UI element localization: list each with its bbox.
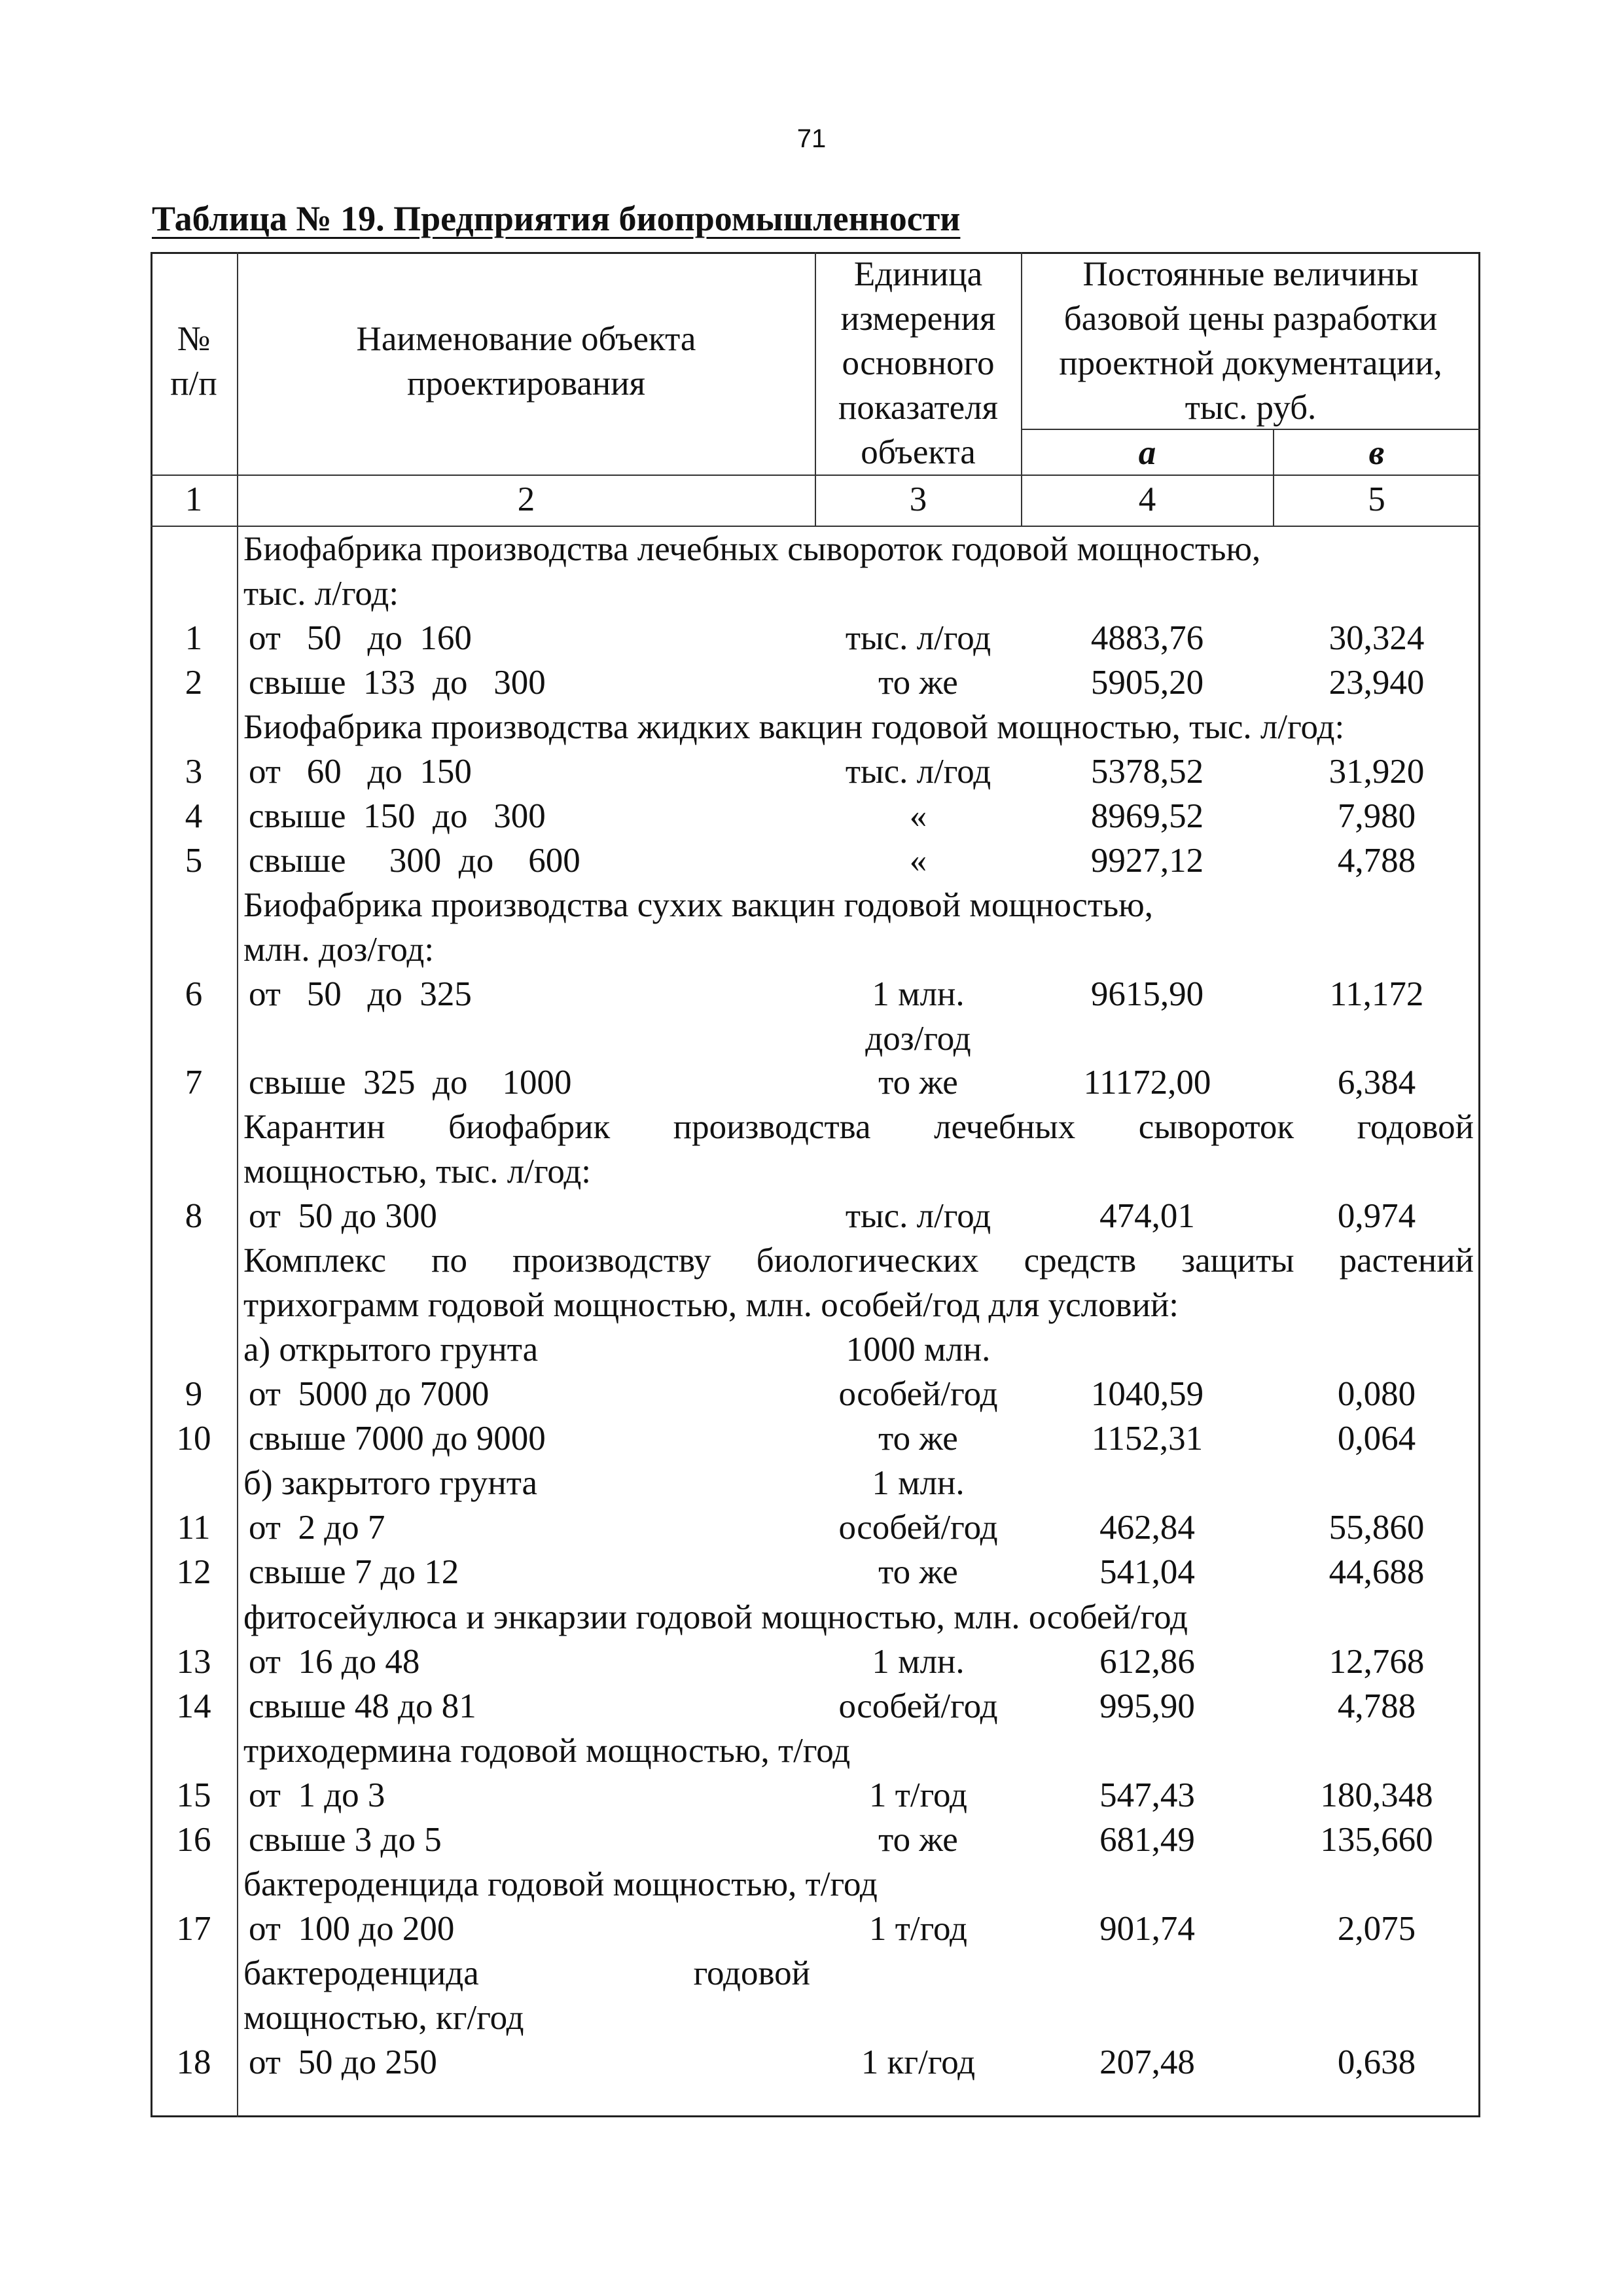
row-value-b: 0,080 bbox=[1337, 1375, 1416, 1413]
row-value-a: 9615,90 bbox=[1090, 975, 1204, 1013]
row-value-a: 207,48 bbox=[1099, 2043, 1195, 2081]
group-heading: фитосейулюса и энкарзии годовой мощностью, млн. особей/год bbox=[243, 1598, 1188, 1636]
row-unit: то же bbox=[878, 1553, 958, 1591]
row-name: свыше 150 до 300 bbox=[249, 797, 546, 835]
row-number: 1 bbox=[185, 619, 203, 657]
group-heading: триходермина годовой мощностью, т/год bbox=[243, 1732, 851, 1770]
row-number: 14 bbox=[176, 1687, 211, 1725]
row-name: свыше 7000 до 9000 bbox=[249, 1420, 546, 1458]
row-name: от 16 до 48 bbox=[249, 1643, 420, 1681]
colnum-3: 3 bbox=[909, 480, 927, 518]
header-col-a: а bbox=[1138, 434, 1156, 472]
page-number: 71 bbox=[796, 124, 827, 153]
row-name: свыше 300 до 600 bbox=[249, 842, 580, 880]
row-number: 18 bbox=[176, 2043, 211, 2081]
row-unit: 1 т/год bbox=[869, 1776, 967, 1814]
row-unit: то же bbox=[878, 1064, 958, 1102]
row-value-b: 0,064 bbox=[1337, 1420, 1416, 1458]
row-name: от 100 до 200 bbox=[249, 1910, 455, 1948]
subgroup-label: б) закрытого грунта bbox=[243, 1464, 538, 1502]
row-value-b: 180,348 bbox=[1320, 1776, 1433, 1814]
row-name: свыше 7 до 12 bbox=[249, 1553, 459, 1591]
row-unit: 1 т/год bbox=[869, 1910, 967, 1948]
row-value-a: 474,01 bbox=[1099, 1197, 1195, 1235]
row-name: свыше 3 до 5 bbox=[249, 1821, 442, 1859]
row-number: 15 bbox=[176, 1776, 211, 1814]
row-number: 17 bbox=[176, 1910, 211, 1948]
colnum-2: 2 bbox=[517, 480, 535, 518]
row-value-b: 30,324 bbox=[1329, 619, 1425, 657]
row-value-b: 23,940 bbox=[1329, 664, 1425, 702]
row-unit: 1 кг/год bbox=[861, 2043, 976, 2081]
row-number: 9 bbox=[185, 1375, 203, 1413]
row-value-b: 135,660 bbox=[1320, 1821, 1433, 1859]
row-name: от 5000 до 7000 bbox=[249, 1375, 490, 1413]
group-heading: Биофабрика производства лечебных сывороток годовой мощностью, тыс. л/год: bbox=[243, 530, 1261, 613]
row-unit: тыс. л/год bbox=[845, 753, 991, 791]
group-heading: Комплекс по производству биологических средств защиты растений bbox=[243, 1242, 1474, 1280]
subgroup-label: а) открытого грунта bbox=[243, 1331, 539, 1369]
group-heading: Карантин биофабрик производства лечебных сывороток годовой bbox=[243, 1108, 1474, 1146]
row-unit: особей/год bbox=[838, 1375, 998, 1413]
row-value-b: 2,075 bbox=[1337, 1910, 1416, 1948]
header-unit: Единица измерения основного показателя объекта bbox=[838, 255, 998, 471]
row-value-a: 5378,52 bbox=[1090, 753, 1204, 791]
row-name: свыше 48 до 81 bbox=[249, 1687, 476, 1725]
row-number: 5 bbox=[185, 842, 203, 880]
group-heading: Биофабрика производства сухих вакцин годовой мощностью, млн. доз/год: bbox=[243, 886, 1154, 969]
group-heading: бактероденцида годовой мощностью, т/год bbox=[243, 1865, 878, 1903]
row-unit: особей/год bbox=[838, 1687, 998, 1725]
colnum-1: 1 bbox=[185, 480, 203, 518]
group-heading: трихограмм годовой мощностью, млн. особей/год для условий: bbox=[243, 1286, 1179, 1324]
colnum-5: 5 bbox=[1368, 480, 1385, 518]
col-divider-1 bbox=[237, 252, 238, 2117]
row-value-a: 1040,59 bbox=[1090, 1375, 1204, 1413]
row-number: 13 bbox=[176, 1643, 211, 1681]
row-name: от 2 до 7 bbox=[249, 1509, 385, 1547]
table-title: Таблица № 19. Предприятия биопромышленности bbox=[152, 199, 961, 238]
row-value-a: 547,43 bbox=[1099, 1776, 1195, 1814]
row-unit: 1 млн. bbox=[872, 975, 965, 1013]
row-number: 4 bbox=[185, 797, 203, 835]
row-value-b: 4,788 bbox=[1337, 842, 1416, 880]
row-value-a: 541,04 bbox=[1099, 1553, 1195, 1591]
row-unit: особей/год bbox=[838, 1509, 998, 1547]
row-value-b: 7,980 bbox=[1337, 797, 1416, 835]
row-value-a: 11172,00 bbox=[1083, 1064, 1211, 1102]
row-name: от 50 до 300 bbox=[249, 1197, 437, 1235]
header-col-b: в bbox=[1368, 434, 1385, 472]
row-unit: то же bbox=[878, 1420, 958, 1458]
group-heading: бактероденцида годовой bbox=[243, 1954, 810, 1992]
row-value-a: 5905,20 bbox=[1090, 664, 1204, 702]
subgroup-unit: 1 млн. bbox=[872, 1464, 965, 1502]
row-name: свыше 133 до 300 bbox=[249, 664, 546, 702]
row-unit: тыс. л/год bbox=[845, 1197, 991, 1235]
row-value-a: 901,74 bbox=[1099, 1910, 1195, 1948]
row-name: от 1 до 3 bbox=[249, 1776, 385, 1814]
row-unit: тыс. л/год bbox=[845, 619, 991, 657]
row-value-b: 4,788 bbox=[1337, 1687, 1416, 1725]
row-value-a: 681,49 bbox=[1099, 1821, 1195, 1859]
header-name: Наименование объекта проектирования bbox=[356, 320, 696, 403]
row-name: свыше 325 до 1000 bbox=[249, 1064, 572, 1102]
row-value-a: 1152,31 bbox=[1091, 1420, 1204, 1458]
row-value-a: 9927,12 bbox=[1090, 842, 1204, 880]
row-number: 12 bbox=[176, 1553, 211, 1591]
header-num: № п/п bbox=[170, 320, 217, 403]
row-number: 7 bbox=[185, 1064, 203, 1102]
row-number: 2 bbox=[185, 664, 203, 702]
header-values: Постоянные величины базовой цены разработки проектной документации, тыс. руб. bbox=[1059, 255, 1442, 427]
row-value-b: 55,860 bbox=[1329, 1509, 1425, 1547]
row-unit: то же bbox=[878, 1821, 958, 1859]
row-value-b: 31,920 bbox=[1329, 753, 1425, 791]
row-unit: 1 млн. bbox=[872, 1643, 965, 1681]
row-unit: то же bbox=[878, 664, 958, 702]
group-heading: мощностью, кг/год bbox=[243, 1999, 524, 2037]
row-value-a: 462,84 bbox=[1099, 1509, 1195, 1547]
row-value-a: 995,90 bbox=[1099, 1687, 1195, 1725]
row-name: от 50 до 325 bbox=[249, 975, 472, 1013]
row-number: 16 bbox=[176, 1821, 211, 1859]
row-name: от 60 до 150 bbox=[249, 753, 472, 791]
row-value-b: 6,384 bbox=[1337, 1064, 1416, 1102]
row-number: 10 bbox=[176, 1420, 211, 1458]
row-value-b: 0,974 bbox=[1337, 1197, 1416, 1235]
subgroup-unit: 1000 млн. bbox=[846, 1331, 991, 1369]
row-name: от 50 до 160 bbox=[249, 619, 472, 657]
row-value-a: 4883,76 bbox=[1090, 619, 1204, 657]
row-number: 11 bbox=[177, 1509, 211, 1547]
row-number: 8 bbox=[185, 1197, 203, 1235]
row-value-a: 8969,52 bbox=[1090, 797, 1204, 835]
group-heading: мощностью, тыс. л/год: bbox=[243, 1153, 592, 1191]
row-value-b: 44,688 bbox=[1329, 1553, 1425, 1591]
row-unit: « bbox=[909, 842, 927, 880]
row-value-b: 11,172 bbox=[1329, 975, 1424, 1013]
row-value-b: 0,638 bbox=[1337, 2043, 1416, 2081]
row-unit-line2: доз/год bbox=[865, 1020, 971, 1058]
row-value-b: 12,768 bbox=[1329, 1643, 1425, 1681]
row-number: 6 bbox=[185, 975, 203, 1013]
group-heading: Биофабрика производства жидких вакцин годовой мощностью, тыс. л/год: bbox=[243, 708, 1345, 746]
colnum-4: 4 bbox=[1138, 480, 1156, 518]
row-name: от 50 до 250 bbox=[249, 2043, 437, 2081]
row-value-a: 612,86 bbox=[1099, 1643, 1195, 1681]
row-number: 3 bbox=[185, 753, 203, 791]
row-unit: « bbox=[909, 797, 927, 835]
